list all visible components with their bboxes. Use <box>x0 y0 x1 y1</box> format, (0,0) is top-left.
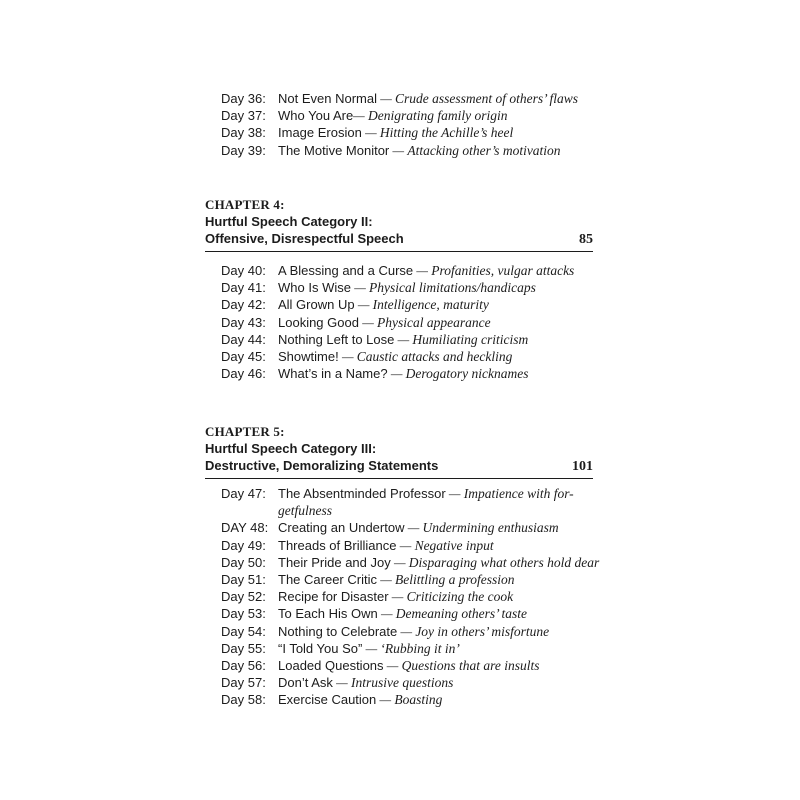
entry-day-label: Day 39: <box>221 142 266 158</box>
entry-description: Physical appearance <box>377 314 491 330</box>
entry-day-38 <box>221 124 578 141</box>
entry-title: Recipe for Disaster <box>278 589 389 605</box>
entry-description: Denigrating family origin <box>367 108 508 124</box>
entry-day-label: Day 43: <box>221 314 266 330</box>
entry-day-label: Day 55: <box>221 640 266 656</box>
entry-description: Impatience with for- <box>463 486 574 501</box>
chapter-title: Offensive, Disrespectful Speech <box>205 231 404 246</box>
chapter-title-row <box>205 230 593 252</box>
entry-description: Intrusive questions <box>350 675 454 691</box>
entry-dash: — <box>332 675 351 691</box>
entry-title: Showtime! <box>278 349 339 365</box>
entry-description: Belittling a profession <box>395 572 515 588</box>
entry-dash: — <box>358 314 378 330</box>
entry-day-37 <box>221 107 578 124</box>
entry-dash: — <box>377 606 396 622</box>
entry-dash: — <box>390 554 409 570</box>
entry-day-41 <box>221 279 574 296</box>
chapter-page-number: 101 <box>572 459 593 474</box>
entry-day-label: Day 37: <box>221 108 266 124</box>
entry-day-label: Day 54: <box>221 623 266 639</box>
entry-day-45 <box>221 348 574 365</box>
entry-day-label: Day 47: <box>221 486 266 501</box>
entry-title: To Each His Own <box>278 606 378 622</box>
entry-dash: — <box>397 623 416 639</box>
entry-dash: — <box>362 640 381 656</box>
entry-day-55 <box>221 640 599 657</box>
entry-day-label: Day 52: <box>221 589 266 605</box>
entry-dash: — <box>404 520 423 536</box>
entry-title: The Absentminded Professor <box>278 486 446 501</box>
entry-title: “I Told You So” <box>278 640 363 656</box>
entry-title: All Grown Up <box>278 297 355 313</box>
entry-dash: — <box>353 108 368 124</box>
entry-dash: — <box>396 537 415 553</box>
entry-dash: — <box>376 692 395 708</box>
entry-day-52 <box>221 588 599 605</box>
entry-day-label: Day 38: <box>221 125 266 141</box>
entry-description: Negative input <box>414 537 494 553</box>
entry-dash: — <box>388 589 407 605</box>
entry-title: Their Pride and Joy <box>278 554 391 570</box>
entry-day-label: Day 53: <box>221 606 266 622</box>
entry-title: Nothing to Celebrate <box>278 623 398 639</box>
entry-dash: — <box>376 91 396 106</box>
chapter-category: Hurtful Speech Category II: <box>205 214 373 229</box>
chapter-page-number: 85 <box>579 232 593 247</box>
entry-title: A Blessing and a Curse <box>278 263 414 278</box>
chapter-title: Destructive, Demoralizing Statements <box>205 458 439 473</box>
entry-list-chapter-5 <box>221 485 599 709</box>
entry-day-51 <box>221 571 599 588</box>
entry-title: Looking Good <box>278 314 359 330</box>
entry-day-54 <box>221 623 599 640</box>
entry-dash: — <box>413 263 432 278</box>
entry-day-47 <box>221 485 599 519</box>
entry-day-label: Day 58: <box>221 692 266 708</box>
entry-description: Disparaging what others hold dear <box>408 554 600 570</box>
entry-day-50 <box>221 554 599 571</box>
chapter-label: CHAPTER 5: <box>205 424 285 439</box>
entry-dash: — <box>387 366 406 382</box>
entry-title: Nothing Left to Lose <box>278 331 395 347</box>
entry-day-48 <box>221 519 599 536</box>
entry-list-chapter-4 <box>221 262 574 382</box>
entry-description: Crude assessment of others’ flaws <box>395 91 579 106</box>
entry-title: The Motive Monitor <box>278 142 390 158</box>
entry-day-43 <box>221 314 574 331</box>
entry-day-46 <box>221 365 574 382</box>
entry-title: Threads of Brilliance <box>278 537 397 553</box>
entry-dash: — <box>394 331 413 347</box>
chapter-label: CHAPTER 4: <box>205 197 285 212</box>
chapter-title-row <box>205 457 593 479</box>
entry-dash: — <box>376 572 396 588</box>
entry-title: Creating an Undertow <box>278 520 405 536</box>
entry-title: Who Is Wise <box>278 280 351 296</box>
chapter-category: Hurtful Speech Category III: <box>205 441 377 456</box>
entry-title: Not Even Normal <box>278 91 377 106</box>
entry-day-39 <box>221 142 578 159</box>
entry-description-continued: getfulness <box>278 503 332 519</box>
entry-description: Criticizing the cook <box>406 589 514 605</box>
entry-day-58 <box>221 691 599 708</box>
entry-day-40 <box>221 262 574 279</box>
entry-dash: — <box>361 125 380 141</box>
entry-description: Hitting the Achille’s heel <box>379 125 514 141</box>
entry-day-label: Day 42: <box>221 297 266 313</box>
chapter-4-heading <box>205 196 593 252</box>
entry-description: Caustic attacks and heckling <box>356 349 513 365</box>
entry-day-49 <box>221 537 599 554</box>
entry-day-label: DAY 48: <box>221 520 269 536</box>
entry-description: Humiliating criticism <box>412 331 529 347</box>
entry-description: Derogatory nicknames <box>405 366 529 382</box>
entry-dash: — <box>338 349 357 365</box>
entry-title: Image Erosion <box>278 125 362 141</box>
entry-day-label: Day 36: <box>221 91 266 106</box>
entry-description: Demeaning others’ taste <box>395 606 527 622</box>
entry-description: Attacking other’s motivation <box>407 142 561 158</box>
entry-dash: — <box>354 297 373 313</box>
entry-title: Exercise Caution <box>278 692 377 708</box>
entry-day-36 <box>221 90 578 107</box>
entry-title: Don’t Ask <box>278 675 333 691</box>
entry-day-label: Day 49: <box>221 537 266 553</box>
entry-description: Undermining enthusiasm <box>422 520 559 536</box>
entry-description: Questions that are insults <box>401 658 540 674</box>
entry-title: What’s in a Name? <box>278 366 388 382</box>
entry-day-label: Day 56: <box>221 658 266 674</box>
entry-day-label: Day 46: <box>221 366 266 382</box>
entry-description: Physical limitations/handicaps <box>369 280 536 296</box>
entry-day-label: Day 45: <box>221 349 266 365</box>
entry-title: Loaded Questions <box>278 658 384 674</box>
entry-dash: — <box>350 280 370 296</box>
chapter-5-heading <box>205 423 593 479</box>
entry-day-label: Day 40: <box>221 263 266 278</box>
entry-day-label: Day 41: <box>221 280 266 296</box>
entry-day-label: Day 51: <box>221 572 266 588</box>
entry-day-53 <box>221 605 599 622</box>
entry-day-label: Day 50: <box>221 554 266 570</box>
entry-title: Who You Are <box>278 108 354 124</box>
entry-day-56 <box>221 657 599 674</box>
entry-description: Profanities, vulgar attacks <box>431 263 575 278</box>
entry-day-57 <box>221 674 599 691</box>
entry-description: Joy in others’ misfortune <box>415 623 550 639</box>
entry-day-label: Day 57: <box>221 675 266 691</box>
entry-description: Boasting <box>394 692 443 708</box>
entry-description: ‘Rubbing it in’ <box>380 640 460 656</box>
entry-day-42 <box>221 296 574 313</box>
entry-day-44 <box>221 331 574 348</box>
entry-list-top <box>221 90 578 159</box>
entry-dash: — <box>389 142 408 158</box>
entry-title: The Career Critic <box>278 572 377 588</box>
entry-day-label: Day 44: <box>221 331 266 347</box>
entry-description: Intelligence, maturity <box>372 297 489 313</box>
entry-dash: — <box>445 486 464 501</box>
entry-dash: — <box>383 658 402 674</box>
